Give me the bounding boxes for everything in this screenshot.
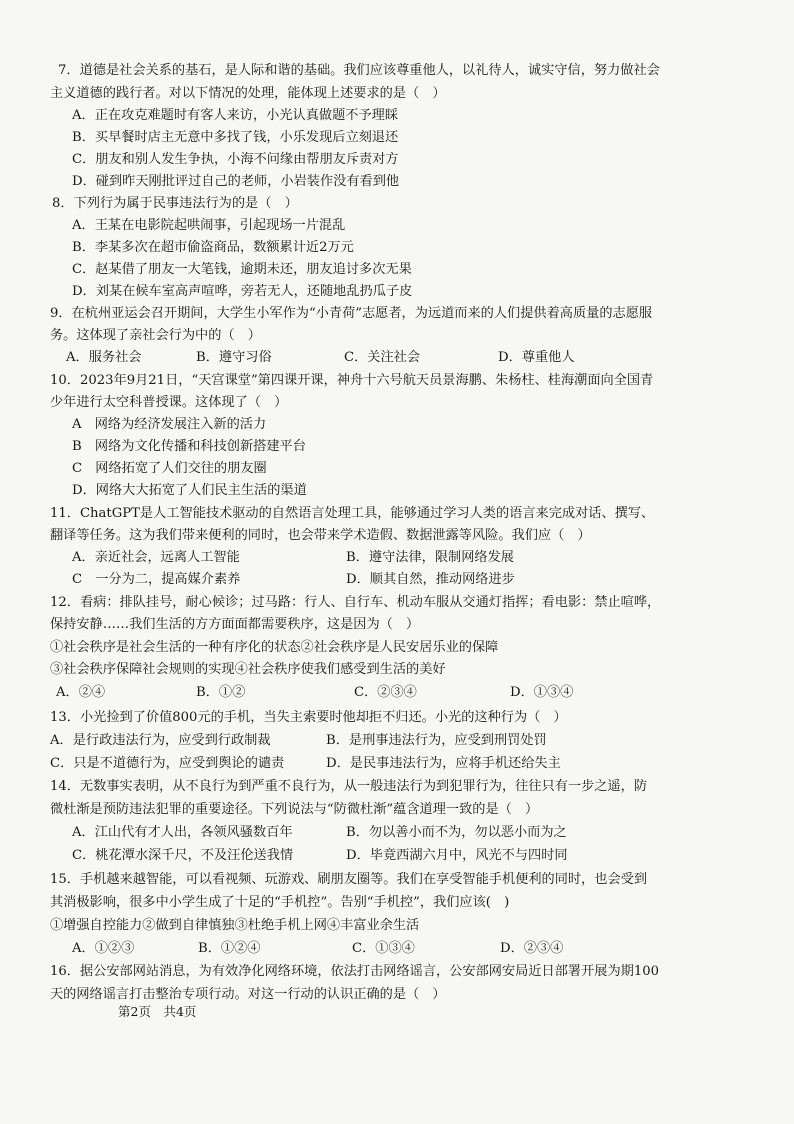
question-10-stem-line-2: 少年进行太空科普授课。这体现了（ ）	[50, 395, 288, 410]
question-11-option-a: A．亲近社会，远离人工智能	[72, 550, 240, 565]
question-14-stem-line-2: 微杜渐是预防违法犯罪的重要途径。下列说法与“防微杜渐”蕴含道理一致的是（ ）	[50, 802, 539, 817]
question-7-option-c: C．朋友和别人发生争执，小海不问缘由帮朋友斥责对方	[72, 152, 399, 167]
question-10-option-a: A 网络为经济发展注入新的活力	[72, 417, 267, 432]
question-9-stem-line-1: 9．在杭州亚运会召开期间，大学生小军作为“小青荷”志愿者，为远道而来的人们提供着高质量的志愿服	[50, 306, 653, 321]
question-12-option-a: A．②④	[56, 685, 106, 700]
question-8-option-c: C．赵某借了朋友一大笔钱，逾期未还，朋友追讨多次无果	[72, 262, 412, 277]
question-10-option-b: B 网络为文化传播和科技创新搭建平台	[72, 439, 306, 454]
question-9-option-a: A．服务社会	[66, 350, 142, 365]
question-11-stem-line-1: 11．ChatGPT是人工智能技术驱动的自然语言处理工具，能够通过学习人类的语言来完成对话、撰写、	[50, 506, 655, 521]
question-15-stem-line-2: 其消极影响，很多中小学生成了十足的“手机控”。告别“手机控”，我们应该( )	[50, 895, 510, 910]
question-8-option-b: B．李某多次在超市偷盗商品，数额累计近2万元	[72, 240, 354, 255]
question-7-stem-line-2: 主义道德的践行者。对以下情况的处理，能体现上述要求的是（ ）	[50, 86, 446, 101]
question-15-option-d: D．②③④	[500, 941, 564, 956]
question-10-option-c: C 网络拓宽了人们交往的朋友圈	[72, 461, 267, 476]
question-13-stem: 13．小光捡到了价值800元的手机，当失主索要时他却拒不归还。小光的这种行为（ ）	[50, 710, 567, 725]
question-11-option-d: D．顺其自然，推动网络进步	[346, 572, 515, 587]
question-8-option-a: A．王某在电影院起哄闹事，引起现场一片混乱	[72, 218, 346, 233]
question-9-option-c: C．关注社会	[344, 350, 421, 365]
question-9-option-d: D．尊重他人	[498, 350, 575, 365]
question-12-statement-line-1: ①社会秩序是社会生活的一种有序化的状态②社会秩序是人民安居乐业的保障	[50, 640, 499, 655]
question-14-option-a: A．江山代有才人出，各领风骚数百年	[72, 825, 293, 840]
question-15-stem-line-1: 15．手机越来越智能，可以看视频、玩游戏、刷朋友圈等。我们在享受智能手机便利的同时，也会受到	[50, 872, 648, 887]
question-14-option-d: D．毕竟西湖六月中，风光不与四时同	[346, 848, 568, 863]
page-number-footer: 第2页 共4页	[118, 1004, 197, 1019]
question-12-option-b: B．①②	[196, 685, 246, 700]
question-16-stem-line-1: 16．据公安部网站消息，为有效净化网络环境，依法打击网络谣言，公安部网安局近日部署开展为期100	[50, 964, 660, 979]
question-10-option-d: D．网络大大拓宽了人们民主生活的渠道	[72, 483, 307, 498]
question-15-option-a: A．①②③	[72, 941, 135, 956]
question-15-option-b: B．①②④	[198, 941, 261, 956]
question-8-option-d: D．刘某在候车室高声喧哗，旁若无人，还随地乱扔瓜子皮	[72, 284, 413, 299]
question-9-stem-line-2: 务。这体现了亲社会行为中的（ ）	[50, 328, 261, 343]
question-15-statements: ①增强自控能力②做到自律慎独③杜绝手机上网④丰富业余生活	[50, 918, 420, 933]
question-13-option-b: B．是刑事违法行为，应受到刑罚处罚	[326, 733, 547, 748]
question-14-stem-line-1: 14．无数事实表明，从不良行为到严重不良行为，从一般违法行为到犯罪行为，往往只有一步之遥，防	[50, 779, 648, 794]
question-7-option-d: D．碰到昨天刚批评过自己的老师，小岩装作没有看到他	[72, 174, 400, 189]
question-14-option-b: B．勿以善小而不为，勿以恶小而为之	[346, 825, 567, 840]
question-15-option-c: C．①③④	[352, 941, 415, 956]
question-7-option-b: B．买早餐时店主无意中多找了钱，小乐发现后立刻退还	[72, 130, 399, 145]
question-12-statement-line-2: ③社会秩序保障社会规则的实现④社会秩序使我们感受到生活的美好	[50, 662, 446, 677]
question-11-stem-line-2: 翻译等任务。这为我们带来便利的同时，也会带来学术造假、数据泄露等风险。我们应（ ）	[50, 528, 591, 543]
question-12-stem-line-1: 12．看病：排队挂号，耐心候诊；过马路：行人、自行车、机动车服从交通灯指挥；看电影：禁止喧哗，	[50, 595, 661, 610]
question-16-stem-line-2: 天的网络谣言打击整治专项行动。对这一行动的认识正确的是（ ）	[50, 987, 446, 1002]
question-12-option-c: C．②③④	[354, 685, 417, 700]
question-11-option-b: B．遵守法律，限制网络发展	[346, 550, 514, 565]
question-13-option-a: A．是行政违法行为，应受到行政制裁	[50, 733, 271, 748]
question-12-option-d: D．①③④	[510, 685, 574, 700]
question-13-option-c: C．只是不道德行为，应受到舆论的谴责	[50, 756, 285, 771]
question-10-stem-line-1: 10．2023年9月21日，“天宫课堂”第四课开课，神舟十六号航天员景海鹏、朱杨柱、桂海潮面向全国青	[50, 373, 654, 388]
question-12-stem-line-2: 保持安静……我们生活的方方面面都需要秩序，这是因为（ ）	[50, 617, 420, 632]
question-9-option-b: B．遵守习俗	[196, 350, 272, 365]
question-8-stem: 8．下列行为属于民事违法行为的是（ ）	[52, 196, 298, 211]
question-13-option-d: D．是民事违法行为，应将手机还给失主	[326, 756, 561, 771]
question-14-option-c: C．桃花潭水深千尺，不及汪伦送我情	[72, 848, 294, 863]
question-7-stem-line-1: 7．道德是社会关系的基石，是人际和谐的基础。我们应该尊重他人，以礼待人，诚实守信，努力做社会	[58, 63, 660, 78]
question-7-option-a: A．正在攻克难题时有客人来访，小光认真做题不予理睬	[72, 108, 399, 123]
question-11-option-c: C 一分为二，提高媒介素养	[72, 572, 241, 587]
